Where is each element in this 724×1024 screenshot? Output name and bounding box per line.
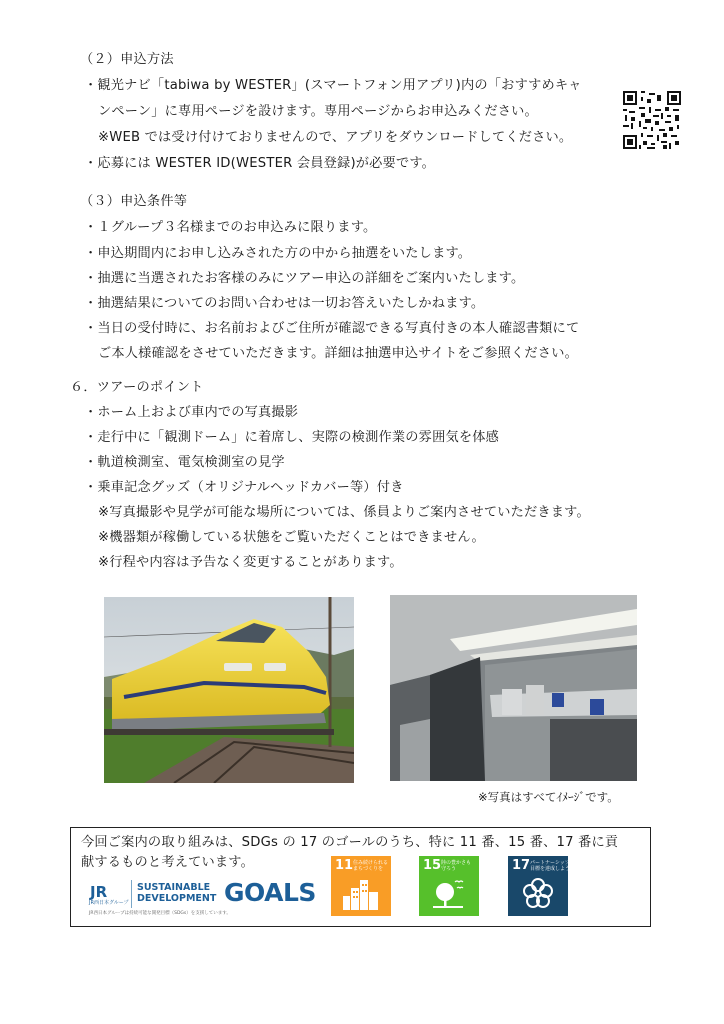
section-2-item-app: ・観光ナビ「tabiwa by WESTER」(スマートフォン用アプリ)内の「おすすめキャ [84, 78, 582, 93]
inspection-car-interior-photo [390, 595, 637, 781]
logo-sustainable-text: SUSTAINABLE [137, 882, 211, 893]
section-2-item-wester-id: ・応募には WESTER ID(WESTER 会員登録)が必要です。 [84, 156, 436, 171]
sdg-goal-15-tile [419, 856, 479, 916]
section-3-heading: （３）申込条件等 [80, 194, 188, 209]
section-6-note: ※写真撮影や見学が可能な場所については、係員よりご案内させていただきます。 [98, 505, 590, 520]
section-3-item: ・１グループ３名様までのお申込みに限ります。 [84, 220, 377, 235]
sdg-goal-label: 住み続けられる [353, 860, 389, 866]
sdg-goal-11-tile [331, 856, 391, 916]
section-3-item-cont: ご本人様確認をさせていただきます。詳細は抽選申込サイトをご参照ください。 [98, 346, 578, 361]
logo-divider [131, 880, 132, 908]
sdg-goal-label: 守ろう [441, 866, 457, 872]
sdgs-text-line-1: 今回ご案内の取り組みは、SDGs の 17 のゴールのうち、特に 11 番、15 番、17 番に貢 [81, 835, 619, 850]
sdg-goal-label: まちづくりを [353, 866, 383, 872]
sdgs-text-line-2: 献するものと考えています。 [81, 855, 254, 870]
city-buildings-icon [341, 874, 381, 912]
section-6-item: ・ホーム上および車内での写真撮影 [84, 405, 299, 420]
sdg-goal-17-tile [508, 856, 575, 916]
section-2-heading: （２）申込方法 [80, 52, 174, 67]
sdgs-box [70, 827, 651, 927]
sdg-goal-number: 17 [512, 858, 531, 873]
sdg-goal-label: 陸の豊かさも [441, 860, 472, 866]
logo-development-text: DEVELOPMENT [137, 893, 217, 904]
jr-group-label: JR西日本グループ [89, 900, 129, 906]
partnership-flower-icon [518, 874, 558, 912]
section-2-note-web: ※WEB では受け付けておりませんので、アプリをダウンロードしてください。 [98, 130, 573, 145]
section-3-item: ・抽選結果についてのお問い合わせは一切お答えいたしかねます。 [84, 296, 485, 311]
section-3-item: ・申込期間内にお申し込みされた方の中から抽選をいたします。 [84, 246, 472, 261]
section-6-note: ※行程や内容は予告なく変更することがあります。 [98, 555, 403, 570]
section-3-item: ・抽選に当選されたお客様のみにツアー申込の詳細をご案内いたします。 [84, 271, 525, 286]
logo-subtext: JR西日本グループは持続可能な開発目標（SDGs）を支援しています。 [89, 911, 231, 916]
section-6-item: ・軌道検測室、電気検測室の見学 [84, 455, 285, 470]
svg-text:JR: JR [90, 883, 108, 901]
train-exterior-photo [104, 597, 354, 783]
sdg-goal-label: パートナーシップで [530, 860, 575, 866]
sdg-goal-number: 11 [335, 858, 354, 873]
section-6-item: ・走行中に「観測ドーム」に着席し、実際の検測作業の雰囲気を体感 [84, 430, 500, 445]
sdg-goal-label: 目標を達成しよう [530, 866, 571, 872]
section-6-item: ・乗車記念グッズ（オリジナルヘッドカバー等）付き [84, 480, 404, 495]
section-2-item-app-cont: ンペーン」に専用ページを設けます。専用ページからお申込みください。 [98, 104, 538, 119]
logo-goals-text: GOALS [224, 878, 316, 907]
sdg-goal-number: 15 [423, 858, 442, 873]
section-6-heading: ６．ツアーのポイント [70, 380, 204, 395]
qr-code-icon[interactable] [623, 91, 681, 149]
section-3-item: ・当日の受付時に、お名前およびご住所が確認できる写真付きの本人確認書類にて [84, 321, 580, 336]
photo-caption: ※写真はすべてｲﾒｰｼﾞです。 [478, 790, 619, 804]
section-6-note: ※機器類が稼働している状態をご覧いただくことはできません。 [98, 530, 485, 545]
tree-and-birds-icon [429, 874, 469, 912]
